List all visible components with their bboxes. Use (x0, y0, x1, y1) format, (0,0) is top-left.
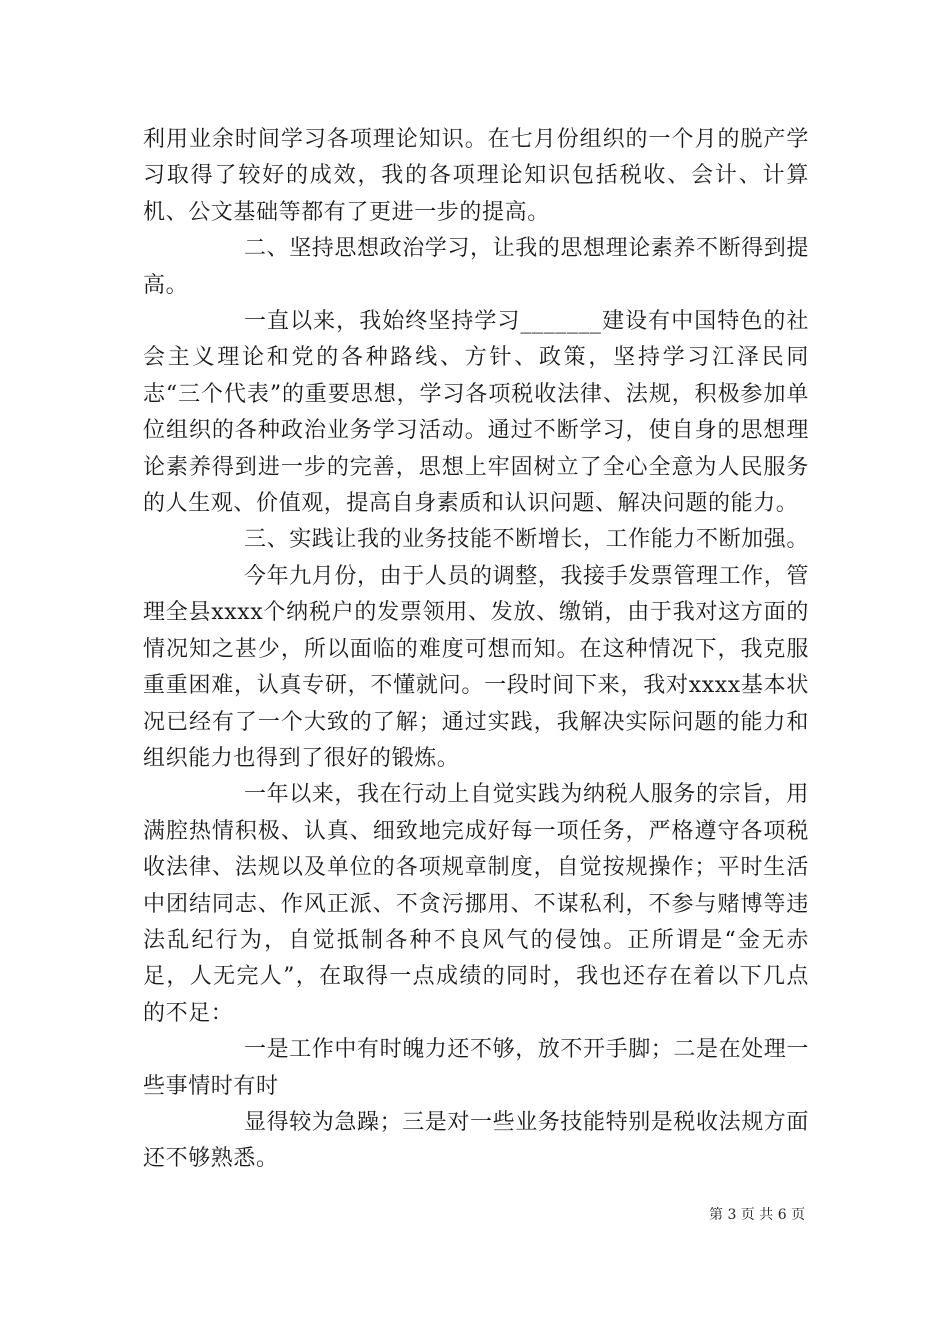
paragraph-3: 一直以来，我始终坚持学习_______建设有中国特色的社会主义理论和党的各种路线、方针、政策，坚持学习江泽民同志“三个代表”的重要思想，学习各项税收法律、法规，积极参加单位组织的各种政治业务学习活动。通过不断学习，使自身的思想理论素养得到进一步的完善，思想上牢固树立了全心全意为人民服务的人生观、价值观，提高自身素质和认识问题、解决问题的能力。 (143, 309, 809, 517)
paragraph-7: 一是工作中有时魄力还不够，放不开手脚；二是在处理一些事情时有时 (143, 1037, 810, 1099)
paragraph-6: 一年以来，我在行动上自觉实践为纳税人服务的宗旨，用满腔热情积极、认真、细致地完成好每一项任务，严格遵守各项税收法律、法规以及单位的各项规章制度，自觉按规操作；平时生活中团结同志、作风正派、不贪污挪用、不谋私利，不参与赌博等违法乱纪行为，自觉抵制各种不良风气的侵蚀。正所谓是“金无赤足，人无完人”，在取得一点成绩的同时，我也还存在着以下几点的不足： (143, 782, 810, 1026)
paragraph-5: 今年九月份，由于人员的调整，我接手发票管理工作，管理全县xxxx个纳税户的发票领用、发放、缴销，由于我对这方面的情况知之甚少，所以面临的难度可想而知。在这种情况下，我克服重重困难，认真专研，不懂就问。一段时间下来，我对xxxx基本状况已经有了一个大致的了解；通过实践，我解决实际问题的能力和组织能力也得到了很好的锻炼。 (143, 563, 810, 771)
paragraph-8: 显得较为急躁；三是对一些业务技能特别是税收法规方面还不够熟悉。 (143, 1109, 810, 1172)
section-heading-3: 三、实践让我的业务技能不断增长，工作能力不断加强。 (244, 527, 810, 553)
paragraph-1: 利用业余时间学习各项理论知识。在七月份组织的一个月的脱产学习取得了较好的成效，我的各项理论知识包括税收、会计、计算机、公文基础等都有了更进一步的提高。 (143, 127, 809, 225)
section-heading-2: 二、坚持思想政治学习，让我的思想理论素养不断得到提高。 (143, 236, 810, 298)
page-number-footer: 第 3 页 共 6 页 (709, 1207, 806, 1223)
body-text (143, 122, 809, 1178)
